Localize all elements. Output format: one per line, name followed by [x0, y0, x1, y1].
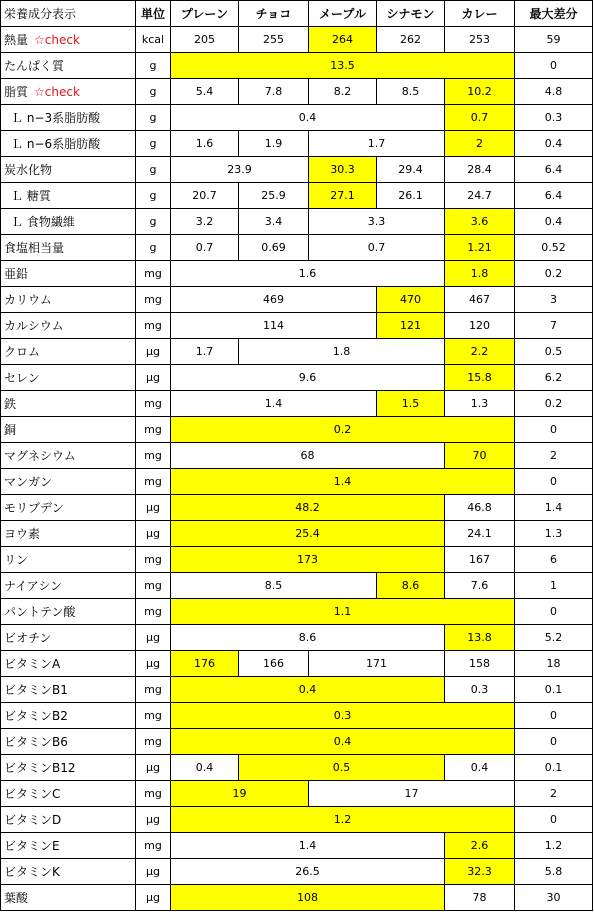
unit-cell[interactable]: mg: [136, 729, 171, 755]
value-cell[interactable]: 24.7: [445, 183, 515, 209]
nutrient-name: 鉄: [4, 397, 17, 411]
table-row: [1, 677, 593, 703]
nutrient-name: カリウム: [4, 293, 52, 307]
header-max-diff[interactable]: 最大差分: [515, 1, 593, 27]
max-diff-cell[interactable]: 1: [515, 573, 593, 599]
nutrient-name-cell[interactable]: [1, 755, 136, 781]
value-cell-highlighted[interactable]: 0.5: [239, 755, 445, 781]
table-row: [1, 209, 593, 235]
unit-cell[interactable]: μg: [136, 807, 171, 833]
value-cell-highlighted[interactable]: 19: [171, 781, 309, 807]
nutrient-name: ビタミンB6: [4, 735, 68, 749]
value-cell[interactable]: 1.6: [171, 261, 445, 287]
value-cell-highlighted[interactable]: 13.8: [445, 625, 515, 651]
value-cell[interactable]: 255: [239, 27, 309, 53]
value-cell-highlighted[interactable]: 121: [377, 313, 445, 339]
unit-cell[interactable]: μg: [136, 625, 171, 651]
value-cell-highlighted[interactable]: 30.3: [309, 157, 377, 183]
value-cell-highlighted[interactable]: 15.8: [445, 365, 515, 391]
nutrient-name: ビオチン: [4, 631, 52, 645]
nutrient-name: セレン: [4, 371, 40, 385]
nutrient-name-cell[interactable]: [1, 183, 136, 209]
table-row: [1, 755, 593, 781]
max-diff-cell[interactable]: 6.4: [515, 157, 593, 183]
max-diff-cell[interactable]: 0.2: [515, 391, 593, 417]
value-cell[interactable]: 23.9: [171, 157, 309, 183]
value-cell[interactable]: 0.7: [171, 235, 239, 261]
header-cinnamon[interactable]: シナモン: [377, 1, 445, 27]
nutrient-name: ビタミンD: [4, 813, 62, 827]
nutrient-name: ビタミンC: [4, 787, 61, 801]
max-diff-cell[interactable]: 1.3: [515, 521, 593, 547]
nutrient-name-cell[interactable]: [1, 417, 136, 443]
value-cell[interactable]: 26.5: [171, 859, 445, 885]
value-cell[interactable]: 78: [445, 885, 515, 911]
value-cell-highlighted[interactable]: 470: [377, 287, 445, 313]
value-cell[interactable]: 467: [445, 287, 515, 313]
unit-cell[interactable]: μg: [136, 755, 171, 781]
value-cell[interactable]: 1.4: [171, 391, 377, 417]
value-cell[interactable]: 8.6: [171, 625, 445, 651]
value-cell-highlighted[interactable]: 32.3: [445, 859, 515, 885]
header-curry[interactable]: カレー: [445, 1, 515, 27]
value-cell[interactable]: 9.6: [171, 365, 445, 391]
nutrient-name-cell[interactable]: [1, 287, 136, 313]
nutrient-name-cell[interactable]: [1, 833, 136, 859]
value-cell[interactable]: 0.4: [171, 755, 239, 781]
max-diff-cell[interactable]: 7: [515, 313, 593, 339]
value-cell[interactable]: 3.3: [309, 209, 445, 235]
value-cell-highlighted[interactable]: 1.21: [445, 235, 515, 261]
table-row: [1, 651, 593, 677]
table-row: [1, 859, 593, 885]
header-unit[interactable]: 単位: [136, 1, 171, 27]
header-maple[interactable]: メープル: [309, 1, 377, 27]
nutrient-name: ビタミンB2: [4, 709, 68, 723]
unit-cell[interactable]: μg: [136, 651, 171, 677]
table-row: [1, 261, 593, 287]
value-cell-highlighted[interactable]: 176: [171, 651, 239, 677]
table-row: [1, 79, 593, 105]
header-row: [1, 1, 593, 27]
check-mark: ☆check: [34, 85, 80, 99]
value-cell-highlighted[interactable]: 10.2: [445, 79, 515, 105]
unit-cell[interactable]: μg: [136, 339, 171, 365]
unit-cell[interactable]: mg: [136, 313, 171, 339]
table-row: [1, 131, 593, 157]
nutrient-name: ヨウ素: [4, 527, 41, 541]
max-diff-cell[interactable]: 0: [515, 729, 593, 755]
value-cell[interactable]: 24.1: [445, 521, 515, 547]
table-row: [1, 313, 593, 339]
table-row: [1, 599, 593, 625]
nutrient-name: Ｌ 糖質: [11, 189, 51, 203]
max-diff-cell[interactable]: 6.2: [515, 365, 593, 391]
value-cell-highlighted[interactable]: 1.2: [171, 807, 515, 833]
nutrient-name: Ｌ n−6系脂肪酸: [11, 137, 101, 151]
max-diff-cell[interactable]: 0: [515, 53, 593, 79]
unit-cell[interactable]: mg: [136, 469, 171, 495]
value-cell[interactable]: 0.69: [239, 235, 309, 261]
value-cell[interactable]: 5.4: [171, 79, 239, 105]
nutrient-name: カルシウム: [4, 319, 64, 333]
unit-cell[interactable]: μg: [136, 859, 171, 885]
table-row: [1, 807, 593, 833]
table-row: [1, 521, 593, 547]
table-row: [1, 833, 593, 859]
unit-cell[interactable]: g: [136, 53, 171, 79]
value-cell[interactable]: 1.8: [239, 339, 445, 365]
max-diff-cell[interactable]: 0: [515, 417, 593, 443]
max-diff-cell[interactable]: 5.8: [515, 859, 593, 885]
nutrient-name: パントテン酸: [4, 605, 76, 619]
value-cell[interactable]: 25.9: [239, 183, 309, 209]
value-cell[interactable]: 8.2: [309, 79, 377, 105]
max-diff-cell[interactable]: 2: [515, 443, 593, 469]
nutrient-name-cell[interactable]: [1, 781, 136, 807]
table-row: [1, 443, 593, 469]
nutrient-name: ビタミンE: [4, 839, 60, 853]
value-cell[interactable]: 469: [171, 287, 377, 313]
unit-cell[interactable]: mg: [136, 261, 171, 287]
nutrient-name-cell[interactable]: [1, 677, 136, 703]
table-row: [1, 27, 593, 53]
table-row: [1, 703, 593, 729]
max-diff-cell[interactable]: 0.3: [515, 105, 593, 131]
nutrient-name: ビタミンB12: [4, 761, 76, 775]
table-row: [1, 365, 593, 391]
unit-cell[interactable]: g: [136, 157, 171, 183]
nutrient-name-cell[interactable]: [1, 495, 136, 521]
table-row: [1, 547, 593, 573]
max-diff-cell[interactable]: 30: [515, 885, 593, 911]
nutrient-name: 食塩相当量: [4, 241, 65, 255]
nutrient-name: リン: [4, 553, 29, 567]
nutrient-name: 葉酸: [4, 891, 29, 905]
unit-cell[interactable]: μg: [136, 495, 171, 521]
unit-cell[interactable]: mg: [136, 443, 171, 469]
max-diff-cell[interactable]: 4.8: [515, 79, 593, 105]
value-cell[interactable]: 8.5: [171, 573, 377, 599]
max-diff-cell[interactable]: 0: [515, 599, 593, 625]
unit-cell[interactable]: mg: [136, 547, 171, 573]
max-diff-cell[interactable]: 18: [515, 651, 593, 677]
unit-cell[interactable]: mg: [136, 391, 171, 417]
max-diff-cell[interactable]: 0.2: [515, 261, 593, 287]
value-cell[interactable]: 158: [445, 651, 515, 677]
max-diff-cell[interactable]: 0: [515, 807, 593, 833]
nutrient-name-cell[interactable]: [1, 391, 136, 417]
table-row: [1, 625, 593, 651]
value-cell-highlighted[interactable]: 1.5: [377, 391, 445, 417]
nutrient-name-cell[interactable]: [1, 365, 136, 391]
table-row: [1, 781, 593, 807]
nutrient-name-cell[interactable]: [1, 807, 136, 833]
value-cell-highlighted[interactable]: 27.1: [309, 183, 377, 209]
value-cell[interactable]: 1.7: [171, 339, 239, 365]
max-diff-cell[interactable]: 2: [515, 781, 593, 807]
nutrient-name: 銅: [4, 423, 17, 437]
value-cell-highlighted[interactable]: 25.4: [171, 521, 445, 547]
header-plain[interactable]: プレーン: [171, 1, 239, 27]
nutrient-name-cell[interactable]: [1, 625, 136, 651]
value-cell[interactable]: 0.3: [445, 677, 515, 703]
nutrient-name-cell[interactable]: [1, 53, 136, 79]
value-cell[interactable]: 0.7: [309, 235, 445, 261]
table-row: [1, 469, 593, 495]
nutrient-name: Ｌ 食物繊維: [11, 215, 75, 229]
max-diff-cell[interactable]: 3: [515, 287, 593, 313]
max-diff-cell[interactable]: 1.2: [515, 833, 593, 859]
value-cell[interactable]: 26.1: [377, 183, 445, 209]
unit-cell[interactable]: μg: [136, 521, 171, 547]
unit-cell[interactable]: mg: [136, 417, 171, 443]
nutrient-name-cell[interactable]: [1, 599, 136, 625]
max-diff-cell[interactable]: 0.1: [515, 755, 593, 781]
value-cell[interactable]: 1.7: [309, 131, 445, 157]
value-cell[interactable]: 0.4: [445, 755, 515, 781]
value-cell-highlighted[interactable]: 0.4: [171, 677, 445, 703]
value-cell[interactable]: 28.4: [445, 157, 515, 183]
value-cell[interactable]: 7.6: [445, 573, 515, 599]
nutrient-name-cell[interactable]: [1, 79, 136, 105]
nutrient-name-cell[interactable]: [1, 573, 136, 599]
value-cell[interactable]: 205: [171, 27, 239, 53]
unit-cell[interactable]: g: [136, 235, 171, 261]
table-row: [1, 339, 593, 365]
nutrient-name: ビタミンB1: [4, 683, 68, 697]
value-cell[interactable]: 68: [171, 443, 445, 469]
table-row: [1, 417, 593, 443]
unit-cell[interactable]: mg: [136, 703, 171, 729]
value-cell[interactable]: 17: [309, 781, 515, 807]
value-cell[interactable]: 46.8: [445, 495, 515, 521]
unit-cell[interactable]: g: [136, 79, 171, 105]
value-cell-highlighted[interactable]: 1.1: [171, 599, 515, 625]
nutrient-name-cell[interactable]: [1, 547, 136, 573]
value-cell[interactable]: 1.4: [171, 833, 445, 859]
nutrient-name-cell[interactable]: [1, 521, 136, 547]
nutrient-name-cell[interactable]: [1, 339, 136, 365]
value-cell-highlighted[interactable]: 0.3: [171, 703, 515, 729]
value-cell-highlighted[interactable]: 3.6: [445, 209, 515, 235]
nutrient-name-cell[interactable]: [1, 443, 136, 469]
max-diff-cell[interactable]: 0.5: [515, 339, 593, 365]
table-row: [1, 157, 593, 183]
unit-cell[interactable]: μg: [136, 365, 171, 391]
unit-cell[interactable]: mg: [136, 833, 171, 859]
max-diff-cell[interactable]: 6: [515, 547, 593, 573]
max-diff-cell[interactable]: 59: [515, 27, 593, 53]
value-cell[interactable]: 3.2: [171, 209, 239, 235]
value-cell-highlighted[interactable]: 173: [171, 547, 445, 573]
table-row: [1, 183, 593, 209]
value-cell[interactable]: 120: [445, 313, 515, 339]
nutrient-name-cell[interactable]: [1, 729, 136, 755]
value-cell[interactable]: 262: [377, 27, 445, 53]
nutrient-name-cell[interactable]: [1, 703, 136, 729]
value-cell[interactable]: 3.4: [239, 209, 309, 235]
value-cell[interactable]: 0.4: [171, 105, 445, 131]
table-row: [1, 287, 593, 313]
value-cell-highlighted[interactable]: 2.6: [445, 833, 515, 859]
max-diff-cell[interactable]: 1.4: [515, 495, 593, 521]
max-diff-cell[interactable]: 6.4: [515, 183, 593, 209]
value-cell-highlighted[interactable]: 8.6: [377, 573, 445, 599]
nutrient-name: モリブデン: [4, 501, 64, 515]
table-row: [1, 495, 593, 521]
unit-cell[interactable]: mg: [136, 677, 171, 703]
nutrient-name: 脂質: [4, 85, 29, 99]
value-cell-highlighted[interactable]: 108: [171, 885, 445, 911]
unit-cell[interactable]: mg: [136, 599, 171, 625]
table-row: [1, 885, 593, 911]
nutrient-name: たんぱく質: [4, 59, 65, 73]
value-cell[interactable]: 253: [445, 27, 515, 53]
max-diff-cell[interactable]: 0: [515, 703, 593, 729]
value-cell-highlighted[interactable]: 264: [309, 27, 377, 53]
value-cell-highlighted[interactable]: 0.2: [171, 417, 515, 443]
table-row: [1, 391, 593, 417]
value-cell-highlighted[interactable]: 70: [445, 443, 515, 469]
unit-cell[interactable]: mg: [136, 781, 171, 807]
table-row: [1, 729, 593, 755]
nutrient-name: マグネシウム: [4, 449, 76, 463]
nutrient-name-cell[interactable]: [1, 209, 136, 235]
value-cell-highlighted[interactable]: 2.2: [445, 339, 515, 365]
value-cell[interactable]: 29.4: [377, 157, 445, 183]
unit-cell[interactable]: g: [136, 105, 171, 131]
value-cell-highlighted[interactable]: 13.5: [171, 53, 515, 79]
header-choco[interactable]: チョコ: [239, 1, 309, 27]
value-cell[interactable]: 1.6: [171, 131, 239, 157]
nutrient-name: ナイアシン: [4, 579, 63, 593]
value-cell[interactable]: 166: [239, 651, 309, 677]
max-diff-cell[interactable]: 0.4: [515, 209, 593, 235]
value-cell[interactable]: 1.3: [445, 391, 515, 417]
value-cell[interactable]: 167: [445, 547, 515, 573]
value-cell[interactable]: 7.8: [239, 79, 309, 105]
value-cell[interactable]: 171: [309, 651, 445, 677]
unit-cell[interactable]: kcal: [136, 27, 171, 53]
value-cell-highlighted[interactable]: 0.7: [445, 105, 515, 131]
value-cell-highlighted[interactable]: 1.8: [445, 261, 515, 287]
table-row: [1, 235, 593, 261]
nutrient-name: マンガン: [4, 475, 53, 489]
unit-cell[interactable]: mg: [136, 573, 171, 599]
table-row: [1, 105, 593, 131]
value-cell[interactable]: 114: [171, 313, 377, 339]
nutrient-name: 熱量: [4, 33, 29, 47]
unit-cell[interactable]: g: [136, 183, 171, 209]
nutrient-name-cell[interactable]: [1, 261, 136, 287]
check-mark: ☆check: [34, 33, 80, 47]
nutrient-name-cell[interactable]: [1, 313, 136, 339]
nutrient-name-cell[interactable]: [1, 885, 136, 911]
value-cell[interactable]: 8.5: [377, 79, 445, 105]
value-cell[interactable]: 20.7: [171, 183, 239, 209]
nutrient-name: 炭水化物: [4, 163, 53, 177]
unit-cell[interactable]: μg: [136, 885, 171, 911]
nutrient-name: クロム: [4, 345, 41, 359]
max-diff-cell[interactable]: 0.52: [515, 235, 593, 261]
nutrient-name-cell[interactable]: [1, 469, 136, 495]
value-cell-highlighted[interactable]: 1.4: [171, 469, 515, 495]
max-diff-cell[interactable]: 5.2: [515, 625, 593, 651]
value-cell-highlighted[interactable]: 0.4: [171, 729, 515, 755]
value-cell[interactable]: 1.9: [239, 131, 309, 157]
max-diff-cell[interactable]: 0: [515, 469, 593, 495]
nutrient-name-cell[interactable]: [1, 859, 136, 885]
table-row: [1, 53, 593, 79]
nutrient-name: 亜鉛: [4, 267, 29, 281]
nutrient-name: ビタミンK: [4, 865, 60, 879]
value-cell-highlighted[interactable]: 2: [445, 131, 515, 157]
nutrient-name-cell[interactable]: [1, 651, 136, 677]
nutrient-name-cell[interactable]: [1, 235, 136, 261]
max-diff-cell[interactable]: 0.4: [515, 131, 593, 157]
nutrient-name: ビタミンA: [4, 657, 61, 671]
unit-cell[interactable]: g: [136, 131, 171, 157]
nutrient-name-cell[interactable]: [1, 131, 136, 157]
unit-cell[interactable]: g: [136, 209, 171, 235]
nutrient-name-cell[interactable]: [1, 27, 136, 53]
max-diff-cell[interactable]: 0.1: [515, 677, 593, 703]
header-nutrient[interactable]: 栄養成分表示: [1, 1, 136, 27]
table-row: [1, 573, 593, 599]
unit-cell[interactable]: mg: [136, 287, 171, 313]
nutrient-name: Ｌ n−3系脂肪酸: [11, 111, 101, 125]
nutrient-name-cell[interactable]: [1, 105, 136, 131]
nutrient-name-cell[interactable]: [1, 157, 136, 183]
value-cell-highlighted[interactable]: 48.2: [171, 495, 445, 521]
